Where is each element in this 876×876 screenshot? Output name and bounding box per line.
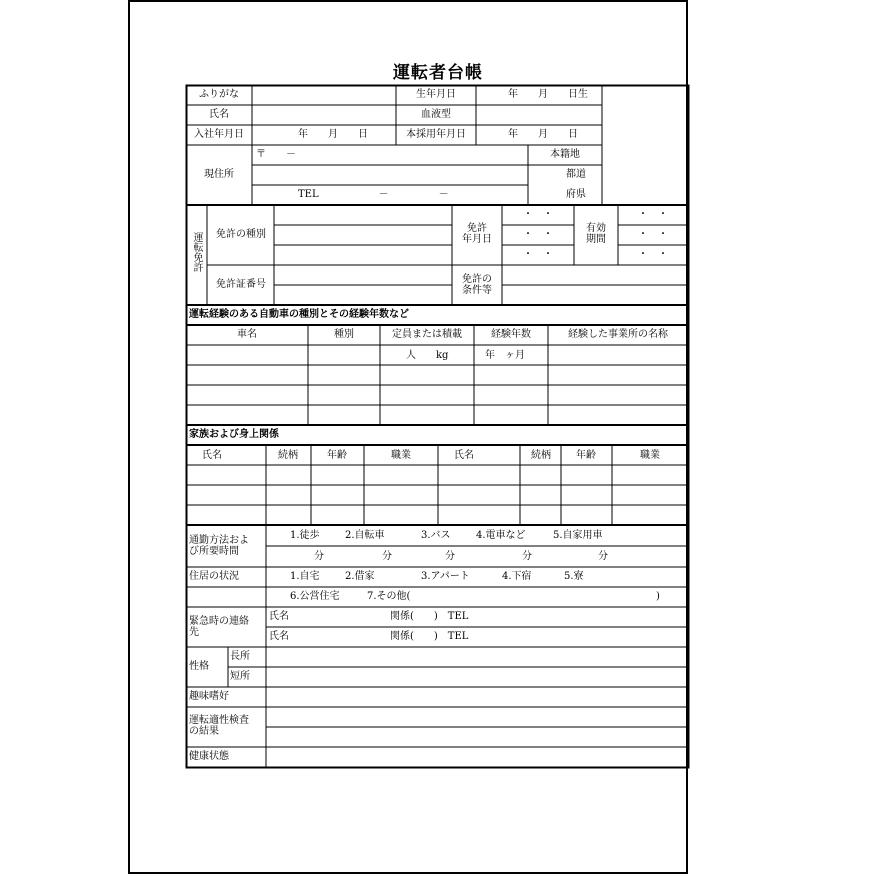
family-col-name-1: 氏名	[202, 450, 222, 461]
license-conditions-label: 免許の	[462, 274, 492, 285]
housing-own: 1.自宅	[290, 571, 320, 582]
minute-1: 分	[314, 551, 324, 562]
housing-other: 7.その他(	[367, 591, 411, 602]
valid-dots-3: ・ ・	[638, 249, 668, 260]
join-date-value: 年 月 日	[298, 129, 368, 140]
aptitude-label-1: 運転適性検査	[189, 715, 249, 726]
valid-period-label: 有効	[586, 223, 606, 234]
health-label: 健康状態	[189, 751, 229, 762]
furigana-label: ふりがな	[199, 89, 239, 100]
blood-label: 血液型	[421, 109, 451, 120]
date-dots-1: ・ ・	[523, 209, 553, 220]
emergency-name-2: 氏名	[269, 631, 289, 642]
birth-label: 生年月日	[416, 89, 456, 100]
join-date-label: 入社年月日	[194, 129, 244, 140]
name-label: 氏名	[209, 109, 229, 120]
capacity-unit: 人 kg	[406, 350, 449, 361]
col-capacity: 定員または積載	[392, 329, 462, 340]
family-col-name-2: 氏名	[454, 450, 474, 461]
commute-option-walk: 1.徒歩	[290, 530, 320, 541]
housing-apartment: 3.アパート	[421, 571, 470, 582]
col-years: 経験年数	[491, 329, 531, 340]
minute-2: 分	[382, 551, 392, 562]
minute-3: 分	[445, 551, 455, 562]
page-title: 運転者台帳	[393, 63, 483, 83]
commute-option-car: 5.自家用車	[553, 530, 603, 541]
address-label: 現住所	[204, 169, 234, 180]
experience-heading: 運転経験のある自動車の種別とその経験年数など	[189, 309, 409, 320]
years-unit: 年 ヶ月	[485, 350, 525, 361]
col-company: 経験した事業所の名称	[568, 329, 668, 340]
date-dots-2: ・ ・	[523, 229, 553, 240]
commute-option-bus: 3.バス	[421, 530, 451, 541]
family-col-relation-1: 続柄	[278, 450, 298, 461]
commute-option-bicycle: 2.自転車	[345, 530, 385, 541]
hobby-label: 趣味嗜好	[189, 691, 229, 702]
housing-label: 住居の状況	[189, 571, 239, 582]
commute-label-2: び所要時間	[189, 546, 239, 557]
license-type-label: 免許の種別	[216, 229, 266, 240]
aptitude-label-2: の結果	[189, 726, 219, 737]
family-col-age-2: 年齢	[576, 450, 596, 461]
housing-other-close: )	[656, 591, 660, 602]
license-conditions-label-2: 条件等	[462, 285, 492, 296]
postal-code: 〒 －	[256, 149, 296, 160]
license-section-label: 運転免許	[191, 232, 202, 272]
housing-dorm: 5.寮	[564, 571, 584, 582]
emergency-relation-2: 関係( ) TEL	[390, 631, 469, 642]
emergency-label-1: 緊急時の連絡	[189, 616, 249, 627]
housing-boarding: 4.下宿	[502, 571, 532, 582]
birth-value: 年 月 日生	[508, 89, 588, 100]
family-col-job-2: 職業	[640, 450, 660, 461]
character-label: 性格	[189, 661, 209, 672]
commute-option-train: 4.電車など	[476, 530, 526, 541]
housing-public: 6.公営住宅	[290, 591, 340, 602]
family-col-relation-2: 続柄	[531, 450, 551, 461]
minute-5: 分	[598, 551, 608, 562]
prefecture-label-2: 府県	[566, 189, 586, 200]
regular-date-value: 年 月 日	[508, 129, 578, 140]
family-col-job-1: 職業	[391, 450, 411, 461]
prefecture-label-1: 都道	[566, 169, 586, 180]
commute-label-1: 通勤方法およ	[189, 535, 249, 546]
weakness-label: 短所	[230, 671, 250, 682]
family-col-age-1: 年齢	[327, 450, 347, 461]
date-dots-3: ・ ・	[523, 249, 553, 260]
license-number-label: 免許証番号	[216, 279, 266, 290]
family-heading: 家族および身上関係	[189, 429, 279, 440]
col-car-name: 車名	[237, 329, 257, 340]
emergency-label-2: 先	[189, 627, 199, 638]
license-date-label: 免許	[467, 223, 487, 234]
valid-dots-2: ・ ・	[638, 229, 668, 240]
domicile-label: 本籍地	[550, 149, 580, 160]
regular-date-label: 本採用年月日	[406, 129, 466, 140]
strength-label: 長所	[230, 651, 250, 662]
tel-field: TEL － －	[298, 189, 449, 200]
emergency-relation-1: 関係( ) TEL	[390, 611, 469, 622]
emergency-name-1: 氏名	[269, 611, 289, 622]
license-date-label-2: 年月日	[462, 234, 492, 245]
housing-rent: 2.借家	[345, 571, 375, 582]
valid-period-label-2: 期間	[586, 234, 606, 245]
minute-4: 分	[522, 551, 532, 562]
valid-dots-1: ・ ・	[638, 209, 668, 220]
col-type: 種別	[334, 329, 354, 340]
